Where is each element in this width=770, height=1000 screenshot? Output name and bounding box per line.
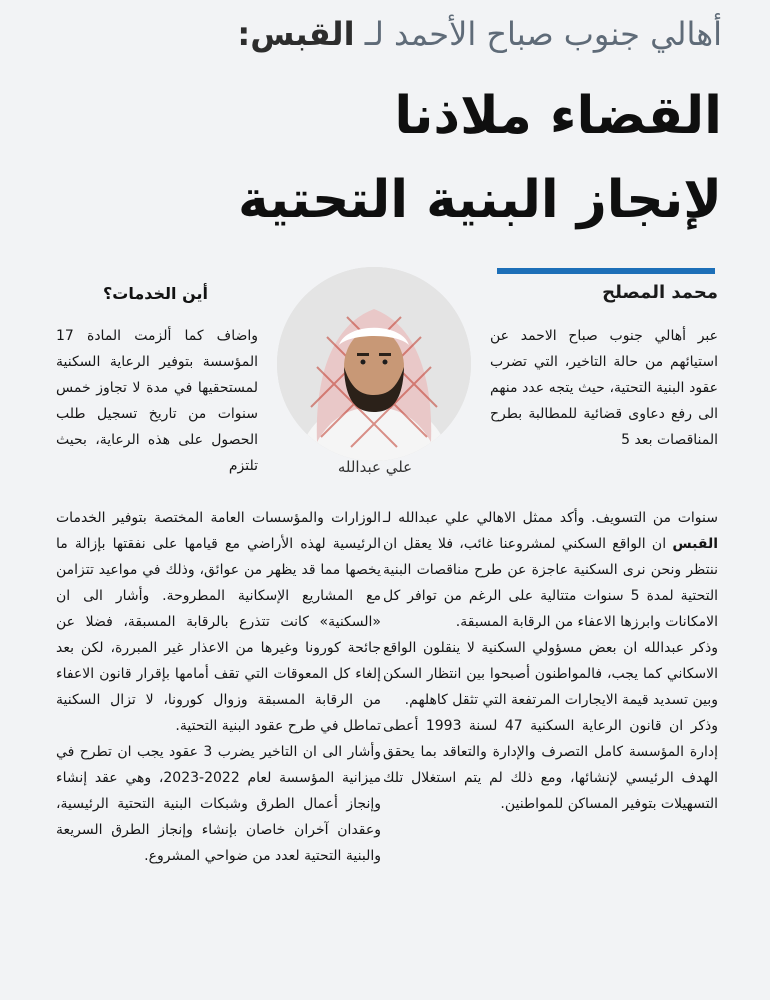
article-column-left-top bbox=[56, 323, 258, 479]
headline-line-2: لإنجاز البنية التحتية bbox=[238, 170, 722, 230]
headline-line-1: القضاء ملاذنا bbox=[394, 86, 722, 146]
article-column-right-bottom bbox=[383, 505, 718, 817]
paragraph: واضاف كما ألزمت المادة 17 المؤسسة بتوفير الرعاية السكنية لمستحقيها في مدة لا تجاوز خمس سنوات من تاريخ تسجيل طلب الحصول على هذه الرعاية، بحيث تلتزم bbox=[56, 328, 258, 474]
author-accent-bar bbox=[497, 268, 715, 274]
paragraph: وذكر ان قانون الرعاية السكنية 47 لسنة 1993 أعطى إدارة المؤسسة كامل التصرف والإدارة والتعاقد بما يحقق الهدف الرئيسي لإنشائها، ومع ذلك لم يتم استغلال تلك التسهيلات بتوفير المساكن للمواطنين. bbox=[383, 718, 718, 812]
article-column-right-top bbox=[490, 323, 718, 453]
paragraph: وذكر عبدالله ان بعض مسؤولي السكنية لا ينقلون الواقع الاسكاني كما يجب، فالمواطنون أصبحوا بين انتظار السكن وبين تسديد قيمة الايجارات المرتفعة التي تثقل كاهلهم. bbox=[383, 640, 718, 708]
paragraph: وأشار الى ان التاخير يضرب 3 عقود يجب ان تطرح في ميزانية المؤسسة لعام 2022-2023، وهي عقد إنشاء وإنجاز أعمال الطرق وشبكات البنية التحتية الرئيسية، وعقدان آخران خاصان بإنشاء وإنجاز الطرق السريعة والبنية التحتية لعدد من ضواحي المشروع. bbox=[56, 744, 381, 864]
paragraph-text: سنوات من التسويف. وأكد ممثل الاهالي علي عبدالله لـ bbox=[383, 510, 718, 526]
kicker-brand: القبس: bbox=[237, 15, 355, 53]
author-photo bbox=[277, 267, 471, 461]
headline bbox=[32, 74, 722, 242]
kicker-text: أهالي جنوب صباح الأحمد لـ bbox=[364, 15, 722, 53]
photo-caption: علي عبدالله bbox=[337, 458, 413, 476]
person-portrait-illustration bbox=[277, 267, 471, 461]
section-subhead: أين الخدمات؟ bbox=[103, 284, 208, 303]
paragraph: الوزارات والمؤسسات العامة المختصة بتوفير الخدمات الرئيسية لهذه الأراضي مع قيامها على نفقتها بإزالة ما يخصها مما قد يظهر من عوائق، وذلك في مواعيد تتزامن مع المشاريع الإسكانية المطروحة. وأشار الى ان «السكنية» كانت تتذرع بالرقابة المسبقة، فضلا عن جائحة كورونا وغيرها من الاعذار غير المبررة، لكن بعد إلغاء كل المعوقات التي تقف أمامها بإقرار قانون الاعفاء من الرقابة المسبقة وزوال كورونا، لا تزال السكنية تماطل في طرح عقود البنية التحتية. bbox=[56, 510, 381, 734]
paragraph bbox=[383, 505, 718, 635]
brand-inline: القبس bbox=[672, 536, 719, 552]
paragraph-text: ان الواقع السكني لمشروعنا غائب، فلا يعقل ان ننتظر ونحن نرى السكنية عاجزة عن طرح مناقصات البنية التحتية لمدة 5 سنوات متتالية على الرغم من توافر كل الامكانات وابرزها الاعفاء من الرقابة المسبقة. bbox=[383, 536, 718, 630]
author-name: محمد المصلح bbox=[602, 282, 718, 303]
article-column-left-bottom bbox=[56, 505, 381, 869]
kicker-line bbox=[32, 8, 722, 60]
paragraph: عبر أهالي جنوب صباح الاحمد عن استيائهم من حالة التاخير، التي تضرب عقود البنية التحتية، حيث يتجه عدد منهم الى رفع دعاوى قضائية للمطالبة بطرح المناقصات بعد 5 bbox=[490, 328, 718, 448]
